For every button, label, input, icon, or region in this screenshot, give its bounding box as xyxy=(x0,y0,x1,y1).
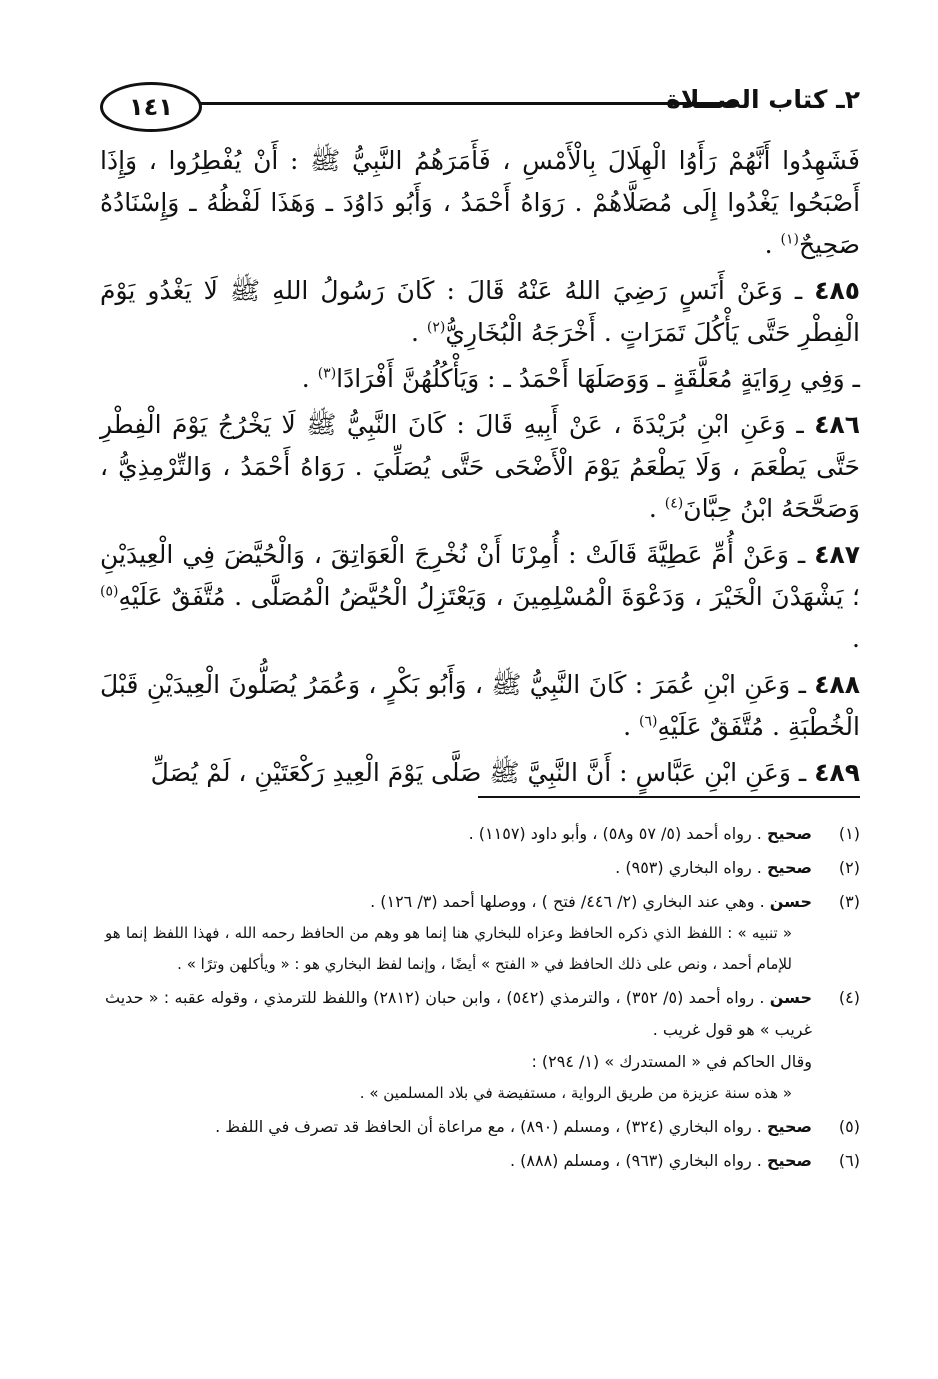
footnote-number: (٦) xyxy=(838,1151,860,1170)
hadith-variant-text: ـ وَفِي رِوَايَةٍ مُعَلَّقَةٍ ـ وَوَصَلَهَا أَحْمَدُ ـ : وَيَأْكُلُهُنَّ أَفْرَادًا xyxy=(336,364,860,393)
hadith-485-variant: ـ وَفِي رِوَايَةٍ مُعَلَّقَةٍ ـ وَوَصَلَهَا أَحْمَدُ ـ : وَيَأْكُلُهُنَّ أَفْرَادًا$^{(٣)}$ . xyxy=(301,364,860,393)
paragraph-continuation: فَشَهِدُوا أَنَّهُمْ رَأَوُا الْهِلَالَ بِالْأَمْسِ ، فَأَمَرَهُمُ النَّبِيُّ ﷺ : أَنْ يُفْطِرُوا ، وَإِذَا أَصْبَحُوا يَغْدُوا إِلَى مُصَلَّاهُمْ . رَوَاهُ أَحْمَدُ ، وَأَبُو دَاوُدَ ـ وَهَذَا لَفْظُهُ ـ وَإِسْنَادُهُ صَحِيحٌ$^{(١)}$ . xyxy=(100,146,861,259)
page-number: ١٤١ xyxy=(100,82,202,132)
text-line: فَشَهِدُوا أَنَّهُمْ رَأَوُا الْهِلَالَ بِالْأَمْسِ ، فَأَمَرَهُمُ النَّبِيُّ ﷺ : أَنْ يُفْطِرُوا ، وَإِذَا أَصْبَحُوا xyxy=(100,146,861,217)
footnote-ref: (٥) xyxy=(100,583,119,600)
hadith-text: ـ وَعَنِ ابْنِ بُرَيْدَةَ ، عَنْ أَبِيهِ قَالَ : كَانَ النَّبِيُّ ﷺ لَا يَخْرُجُ يَوْمَ الْفِطْرِ حَتَّى يَطْعَمَ ، وَلَا يَطْعَمُ يَوْمَ الْأَضْحَى حَتَّى يُصَلِّيَ . رَوَاهُ أَحْمَدُ ، وَالتِّرْمِذِيُّ ، وَصَحَّحَهُ ابْنُ حِبَّانَ xyxy=(100,410,860,523)
hadith-488: ٤٨٨ ـ وَعَنِ ابْنِ عُمَرَ : كَانَ النَّبِيُّ ﷺ ، وَأَبُو بَكْرٍ ، وَعُمَرُ يُصَلُّونَ الْعِيدَيْنِ قَبْلَ الْخُطْبَةِ . مُتَّفَقٌ عَلَيْهِ$^{(٦)}$ . xyxy=(100,670,861,741)
footnote-text: . رواه البخاري (٩٦٣) ، ومسلم (٨٨٨) . xyxy=(509,1151,762,1170)
footnote-1 xyxy=(105,818,860,850)
hadith-486: ٤٨٦ ـ وَعَنِ ابْنِ بُرَيْدَةَ ، عَنْ أَبِيهِ قَالَ : كَانَ النَّبِيُّ ﷺ لَا يَخْرُجُ يَوْمَ الْفِطْرِ حَتَّى يَطْعَمَ ، وَلَا يَطْعَمُ يَوْمَ الْأَضْحَى حَتَّى يُصَلِّيَ . رَوَاهُ أَحْمَدُ ، وَالتِّرْمِذِيُّ ، وَصَحَّحَهُ ابْنُ حِبَّانَ$^{(٤)}$ . xyxy=(100,410,861,523)
chapter-title: ٢ـ كتاب الصــلاة xyxy=(666,85,860,114)
page-header xyxy=(100,80,860,130)
hadith-text: ـ وَعَنْ أَنَسٍ رَضِيَ اللهُ عَنْهُ قَالَ : كَانَ رَسُولُ اللهِ ﷺ لَا يَغْدُو يَوْمَ الْفِطْرِ حَتَّى يَأْكُلَ تَمَرَاتٍ . أَخْرَجَهُ الْبُخَارِيُّ xyxy=(100,276,860,347)
footnote-divider xyxy=(478,796,860,798)
footnote-number: (٥) xyxy=(838,1117,860,1136)
footnote-grade: صحيح xyxy=(766,858,812,877)
footnote-3 xyxy=(105,886,860,980)
footnote-ref: (٣) xyxy=(317,365,337,382)
hadith-489 xyxy=(100,752,860,794)
footnotes xyxy=(105,818,860,1179)
footnote-number: (٢) xyxy=(838,858,860,877)
hadith-text: ـ وَعَنْ أُمِّ عَطِيَّةَ قَالَتْ : أُمِرْنَا أَنْ نُخْرِجَ الْعَوَاتِقَ ، وَالْحُيَّضَ فِي الْعِيدَيْنِ ؛ يَشْهَدْنَ الْخَيْرَ ، وَدَعْوَةَ الْمُسْلِمِينَ ، وَيَعْتَزِلُ الْحُيَّضُ الْمُصَلَّى . مُتَّفَقٌ عَلَيْهِ xyxy=(100,540,860,611)
hadith-number: ٤٨٨ xyxy=(814,670,861,699)
hadith-number: ٤٨٩ xyxy=(814,758,860,787)
header-rule xyxy=(199,102,739,105)
footnote-text: . رواه البخاري (٣٢٤) ، ومسلم (٨٩٠) ، مع مراعاة أن الحافظ قد تصرف في اللفظ . xyxy=(215,1117,762,1136)
main-text xyxy=(100,140,860,798)
footnote-number: (٤) xyxy=(838,988,860,1007)
footnote-extra: وقال الحاكم في « المستدرك » (١/ ٢٩٤) : xyxy=(531,1052,812,1071)
hadith-text: ـ وَعَنِ ابْنِ عَبَّاسٍ : أَنَّ النَّبِيَّ ﷺ صَلَّى يَوْمَ الْعِيدِ رَكْعَتَيْنِ ، لَمْ يُصَلِّ xyxy=(150,758,807,787)
footnote-4 xyxy=(105,982,860,1109)
hadith-text: ـ وَعَنِ ابْنِ عُمَرَ : كَانَ النَّبِيُّ ﷺ ، وَأَبُو بَكْرٍ ، وَعُمَرُ يُصَلُّونَ الْعِيدَيْنِ قَبْلَ الْخُطْبَةِ . مُتَّفَقٌ عَلَيْهِ xyxy=(100,670,860,741)
hadith-number: ٤٨٧ xyxy=(814,540,860,569)
footnote-text: . رواه البخاري (٩٥٣) . xyxy=(615,858,762,877)
footnote-text: . رواه أحمد (٥/ ٣٥٢) ، والترمذي (٥٤٢) ، وابن حبان (٢٨١٢) واللفظ للترمذي ، وقوله عقبه : « حديث غريب » هو قول غريب . xyxy=(105,988,812,1039)
footnote-grade: صحيح xyxy=(766,824,812,843)
footnote-5 xyxy=(105,1111,860,1143)
footnote-text: . وهي عند البخاري (٢/ ٤٤٦/ فتح ) ، ووصلها أحمد (٣/ ١٢٦) . xyxy=(370,892,765,911)
footnote-quote: « هذه سنة عزيزة من طريق الرواية ، مستفيضة في بلاد المسلمين » . xyxy=(359,1084,792,1102)
footnote-grade: صحيح xyxy=(766,1117,812,1136)
footnote-ref: (٤) xyxy=(664,495,684,512)
footnote-ref: (٢) xyxy=(426,319,446,336)
hadith-487: ٤٨٧ ـ وَعَنْ أُمِّ عَطِيَّةَ قَالَتْ : أُمِرْنَا أَنْ نُخْرِجَ الْعَوَاتِقَ ، وَالْحُيَّضَ فِي الْعِيدَيْنِ ؛ يَشْهَدْنَ الْخَيْرَ ، وَدَعْوَةَ الْمُسْلِمِينَ ، وَيَعْتَزِلُ الْحُيَّضُ الْمُصَلَّى . مُتَّفَقٌ عَلَيْهِ$^{(٥)}$ . xyxy=(100,540,860,653)
footnote-number: (١) xyxy=(838,824,860,843)
hadith-485: ٤٨٥ ـ وَعَنْ أَنَسٍ رَضِيَ اللهُ عَنْهُ قَالَ : كَانَ رَسُولُ اللهِ ﷺ لَا يَغْدُو يَوْمَ الْفِطْرِ حَتَّى يَأْكُلَ تَمَرَاتٍ . أَخْرَجَهُ الْبُخَارِيُّ$^{(٢)}$ . xyxy=(100,276,860,347)
hadith-number: ٤٨٥ xyxy=(814,276,860,305)
footnote-text: . رواه أحمد (٥/ ٥٧ و٥٨) ، وأبو داود (١١٥٧) . xyxy=(468,824,762,843)
footnote-ref: (١) xyxy=(780,231,799,248)
footnote-grade: حسن xyxy=(769,892,812,911)
hadith-number: ٤٨٦ xyxy=(814,410,861,439)
footnote-grade: حسن xyxy=(769,988,812,1007)
footnote-ref: (٦) xyxy=(639,713,658,730)
text-line: يَغْدُوا إِلَى مُصَلَّاهُمْ . رَوَاهُ أَحْمَدُ ، وَأَبُو دَاوُدَ ـ وَهَذَا لَفْظُهُ ـ وَإِسْنَادُهُ صَحِيحٌ xyxy=(100,188,860,259)
footnote-grade: صحيح xyxy=(766,1151,812,1170)
footnote-6 xyxy=(105,1145,860,1177)
footnote-number: (٣) xyxy=(838,892,860,911)
footnote-2 xyxy=(105,852,860,884)
footnote-quote: « تنبيه » : اللفظ الذي ذكره الحافظ وعزاه للبخاري هنا إنما هو وهم من الحافظ رحمه الله ، فهذا اللفظ إنما هو للإمام أحمد ، ونص على ذلك الحافظ في « الفتح » أيضًا ، وإنما لفظ البخاري هو : « ويأكلهن وترًا » . xyxy=(105,924,792,973)
